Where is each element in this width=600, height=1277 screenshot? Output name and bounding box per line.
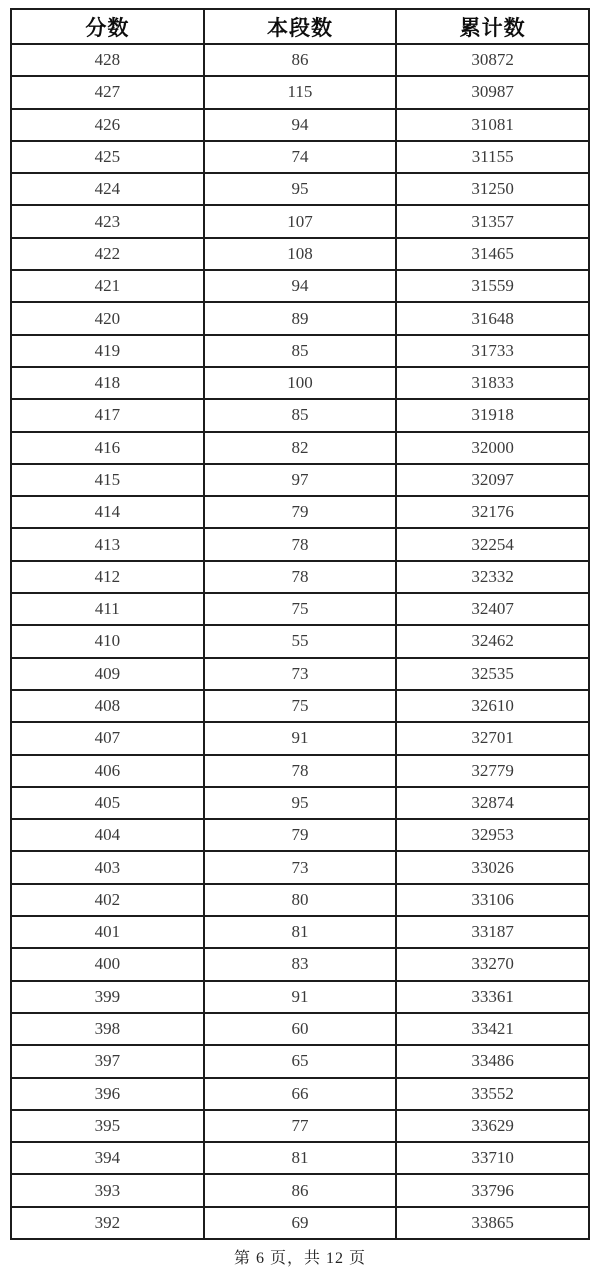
score-cell: 411	[11, 593, 204, 625]
score-cell: 410	[11, 625, 204, 657]
score-cell: 400	[11, 948, 204, 980]
score-distribution-table	[10, 8, 590, 1240]
cumulative-count-cell: 31648	[396, 302, 589, 334]
score-cell: 398	[11, 1013, 204, 1045]
cumulative-count-cell: 32000	[396, 432, 589, 464]
segment-count-cell: 108	[204, 238, 397, 270]
segment-count-cell: 78	[204, 561, 397, 593]
segment-count-cell: 85	[204, 399, 397, 431]
cumulative-count-cell: 32407	[396, 593, 589, 625]
score-cell: 402	[11, 884, 204, 916]
score-cell: 415	[11, 464, 204, 496]
segment-count-cell: 81	[204, 916, 397, 948]
table-row	[11, 690, 589, 722]
table-row	[11, 432, 589, 464]
table-row	[11, 335, 589, 367]
cumulative-count-cell: 30872	[396, 44, 589, 76]
segment-count-cell: 91	[204, 722, 397, 754]
score-cell: 399	[11, 981, 204, 1013]
cumulative-count-cell: 32535	[396, 658, 589, 690]
segment-count-cell: 79	[204, 819, 397, 851]
segment-count-cell: 66	[204, 1078, 397, 1110]
segment-count-cell: 86	[204, 1174, 397, 1206]
score-cell: 423	[11, 205, 204, 237]
score-cell: 420	[11, 302, 204, 334]
cumulative-count-cell: 30987	[396, 76, 589, 108]
table-row	[11, 302, 589, 334]
segment-count-cell: 74	[204, 141, 397, 173]
table-row	[11, 722, 589, 754]
table-row	[11, 1142, 589, 1174]
cumulative-count-cell: 33270	[396, 948, 589, 980]
header-row	[11, 9, 589, 44]
cumulative-count-cell: 33486	[396, 1045, 589, 1077]
score-cell: 427	[11, 76, 204, 108]
table-row	[11, 1045, 589, 1077]
table-row	[11, 1207, 589, 1239]
segment-count-cell: 86	[204, 44, 397, 76]
score-cell: 414	[11, 496, 204, 528]
segment-count-cell: 73	[204, 851, 397, 883]
score-cell: 428	[11, 44, 204, 76]
cumulative-count-cell: 32254	[396, 528, 589, 560]
table-row	[11, 1078, 589, 1110]
score-cell: 396	[11, 1078, 204, 1110]
segment-count-cell: 115	[204, 76, 397, 108]
segment-count-cell: 95	[204, 787, 397, 819]
cumulative-count-cell: 32610	[396, 690, 589, 722]
cumulative-count-cell: 33187	[396, 916, 589, 948]
table-row	[11, 496, 589, 528]
segment-count-cell: 83	[204, 948, 397, 980]
segment-count-cell: 75	[204, 690, 397, 722]
score-cell: 407	[11, 722, 204, 754]
score-cell: 424	[11, 173, 204, 205]
table-row	[11, 270, 589, 302]
score-cell: 408	[11, 690, 204, 722]
page-number-footer: 第 6 页，共 12 页	[233, 1249, 366, 1267]
score-cell: 395	[11, 1110, 204, 1142]
cumulative-count-cell: 32874	[396, 787, 589, 819]
cumulative-count-cell: 33629	[396, 1110, 589, 1142]
score-cell: 421	[11, 270, 204, 302]
score-cell: 393	[11, 1174, 204, 1206]
cumulative-count-cell: 33421	[396, 1013, 589, 1045]
score-cell: 425	[11, 141, 204, 173]
table-row	[11, 1013, 589, 1045]
segment-count-cell: 107	[204, 205, 397, 237]
cumulative-count-cell: 33710	[396, 1142, 589, 1174]
segment-count-cell: 95	[204, 173, 397, 205]
score-cell: 392	[11, 1207, 204, 1239]
table-row	[11, 1174, 589, 1206]
cumulative-count-cell: 33361	[396, 981, 589, 1013]
segment-count-cell: 78	[204, 528, 397, 560]
cumulative-count-cell: 32953	[396, 819, 589, 851]
score-cell: 397	[11, 1045, 204, 1077]
cumulative-count-cell: 33106	[396, 884, 589, 916]
segment-count-cell: 78	[204, 755, 397, 787]
segment-count-cell: 82	[204, 432, 397, 464]
score-cell: 406	[11, 755, 204, 787]
segment-count-cell: 65	[204, 1045, 397, 1077]
score-cell: 419	[11, 335, 204, 367]
table-header	[11, 9, 589, 44]
score-cell: 413	[11, 528, 204, 560]
segment-count-cell: 73	[204, 658, 397, 690]
table-row	[11, 981, 589, 1013]
segment-count-cell: 79	[204, 496, 397, 528]
score-cell: 409	[11, 658, 204, 690]
score-cell: 405	[11, 787, 204, 819]
score-table-body	[11, 44, 589, 1239]
header-cumulative-count: 累计数	[396, 9, 589, 44]
cumulative-count-cell: 33796	[396, 1174, 589, 1206]
segment-count-cell: 94	[204, 270, 397, 302]
segment-count-cell: 77	[204, 1110, 397, 1142]
table-row	[11, 367, 589, 399]
header-segment-count: 本段数	[204, 9, 397, 44]
table-row	[11, 399, 589, 431]
cumulative-count-cell: 31833	[396, 367, 589, 399]
score-cell: 394	[11, 1142, 204, 1174]
segment-count-cell: 91	[204, 981, 397, 1013]
table-row	[11, 238, 589, 270]
score-cell: 416	[11, 432, 204, 464]
table-row	[11, 464, 589, 496]
cumulative-count-cell: 32176	[396, 496, 589, 528]
score-cell: 403	[11, 851, 204, 883]
table-row	[11, 916, 589, 948]
score-cell: 426	[11, 109, 204, 141]
cumulative-count-cell: 31733	[396, 335, 589, 367]
table-row	[11, 593, 589, 625]
cumulative-count-cell: 32462	[396, 625, 589, 657]
segment-count-cell: 80	[204, 884, 397, 916]
table-row	[11, 141, 589, 173]
table-row	[11, 787, 589, 819]
cumulative-count-cell: 31250	[396, 173, 589, 205]
table-row	[11, 173, 589, 205]
cumulative-count-cell: 31465	[396, 238, 589, 270]
score-cell: 401	[11, 916, 204, 948]
table-row	[11, 755, 589, 787]
segment-count-cell: 97	[204, 464, 397, 496]
cumulative-count-cell: 32097	[396, 464, 589, 496]
cumulative-count-cell: 31155	[396, 141, 589, 173]
cumulative-count-cell: 33865	[396, 1207, 589, 1239]
table-row	[11, 76, 589, 108]
cumulative-count-cell: 32701	[396, 722, 589, 754]
cumulative-count-cell: 32779	[396, 755, 589, 787]
segment-count-cell: 75	[204, 593, 397, 625]
cumulative-count-cell: 33026	[396, 851, 589, 883]
segment-count-cell: 69	[204, 1207, 397, 1239]
table-row	[11, 528, 589, 560]
cumulative-count-cell: 31081	[396, 109, 589, 141]
table-row	[11, 819, 589, 851]
cumulative-count-cell: 33552	[396, 1078, 589, 1110]
table-row	[11, 205, 589, 237]
score-cell: 404	[11, 819, 204, 851]
header-score: 分数	[11, 9, 204, 44]
segment-count-cell: 89	[204, 302, 397, 334]
table-row	[11, 109, 589, 141]
table-row	[11, 658, 589, 690]
segment-count-cell: 100	[204, 367, 397, 399]
table-row	[11, 625, 589, 657]
score-cell: 417	[11, 399, 204, 431]
score-cell: 412	[11, 561, 204, 593]
cumulative-count-cell: 31357	[396, 205, 589, 237]
cumulative-count-cell: 31559	[396, 270, 589, 302]
cumulative-count-cell: 32332	[396, 561, 589, 593]
segment-count-cell: 94	[204, 109, 397, 141]
segment-count-cell: 55	[204, 625, 397, 657]
table-row	[11, 884, 589, 916]
segment-count-cell: 81	[204, 1142, 397, 1174]
score-cell: 418	[11, 367, 204, 399]
table-row	[11, 1110, 589, 1142]
cumulative-count-cell: 31918	[396, 399, 589, 431]
segment-count-cell: 60	[204, 1013, 397, 1045]
table-row	[11, 851, 589, 883]
table-row	[11, 44, 589, 76]
score-cell: 422	[11, 238, 204, 270]
table-row	[11, 561, 589, 593]
table-row	[11, 948, 589, 980]
segment-count-cell: 85	[204, 335, 397, 367]
